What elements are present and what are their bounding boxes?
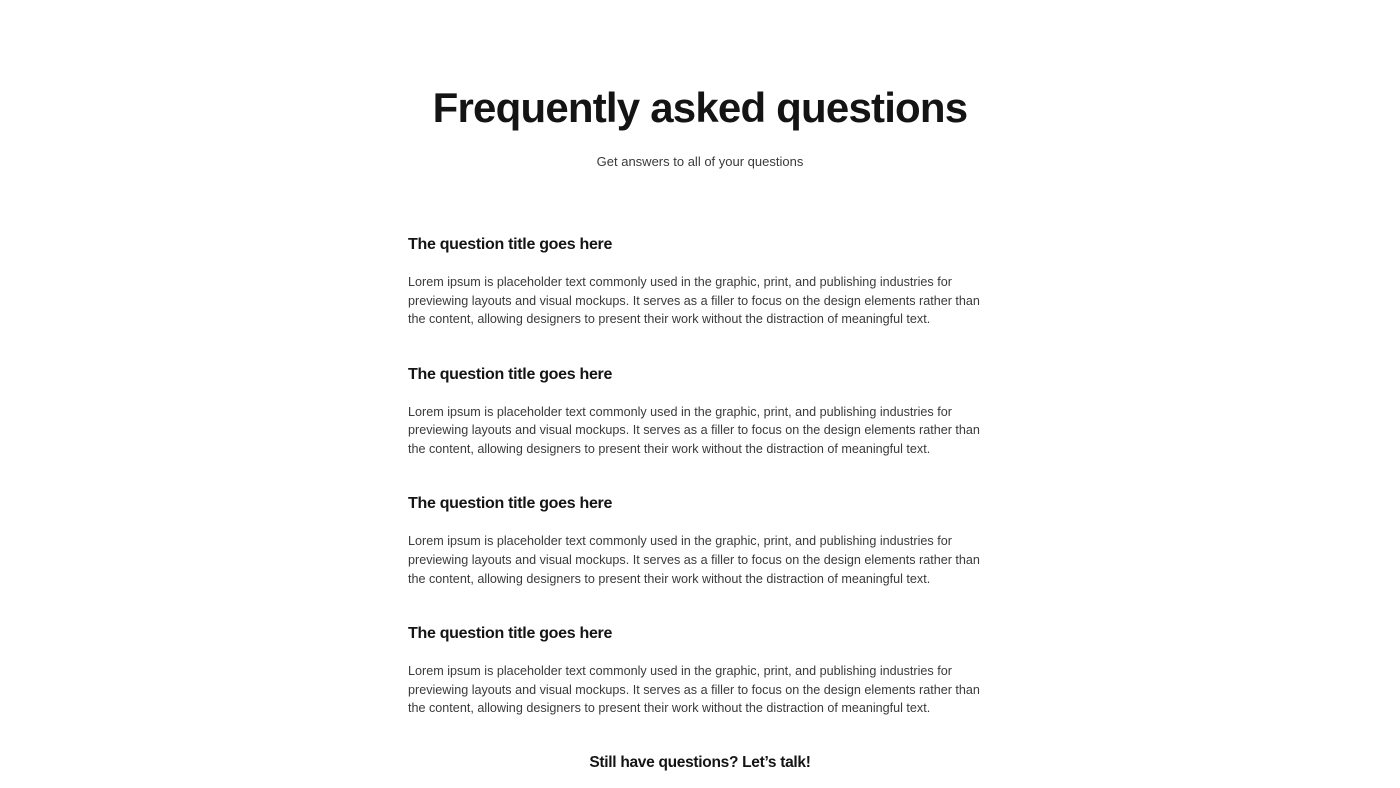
faq-answer-4: Lorem ipsum is placeholder text commonly used in the graphic, print, and publishing industries for previewing layouts and visual mockups. It serves as a filler to focus on the design elements rather than the content, allowing designers to present their work without the distraction of meaningful text. bbox=[408, 664, 980, 716]
page-title: Frequently asked questions bbox=[432, 84, 968, 131]
faq-question-2[interactable]: The question title goes here bbox=[408, 365, 613, 383]
page-subtitle: Get answers to all of your questions bbox=[596, 154, 804, 169]
faq-answer-2: Lorem ipsum is placeholder text commonly used in the graphic, print, and publishing industries for previewing layouts and visual mockups. It serves as a filler to focus on the design elements rather than the content, allowing designers to present their work without the distraction of meaningful text. bbox=[408, 404, 980, 457]
faq-answer-1: Lorem ipsum is placeholder text commonly used in the graphic, print, and publishing industries for previewing layouts and visual mockups. It serves as a filler to focus on the design elements rather than the content, allowing designers to present their work without the distraction of meaningful text. bbox=[408, 275, 980, 327]
faq-item-1 bbox=[408, 234, 993, 364]
faq-answer-3: Lorem ipsum is placeholder text commonly used in the graphic, print, and publishing industries for previewing layouts and visual mockups. It serves as a filler to focus on the design elements rather than the content, allowing designers to present their work without the distraction of meaningful text. bbox=[408, 534, 980, 586]
contact-cta-link[interactable]: Still have questions? Let’s talk! bbox=[589, 754, 811, 771]
contact-cta bbox=[0, 752, 1400, 774]
faq-question-3[interactable]: The question title goes here bbox=[408, 495, 613, 513]
faq-question-4[interactable]: The question title goes here bbox=[408, 625, 613, 643]
faq-item-3 bbox=[408, 493, 993, 623]
faq-item-4 bbox=[408, 623, 993, 753]
faq-question-1[interactable]: The question title goes here bbox=[408, 236, 613, 253]
faq-list bbox=[408, 234, 993, 753]
faq-item-2 bbox=[408, 364, 993, 494]
